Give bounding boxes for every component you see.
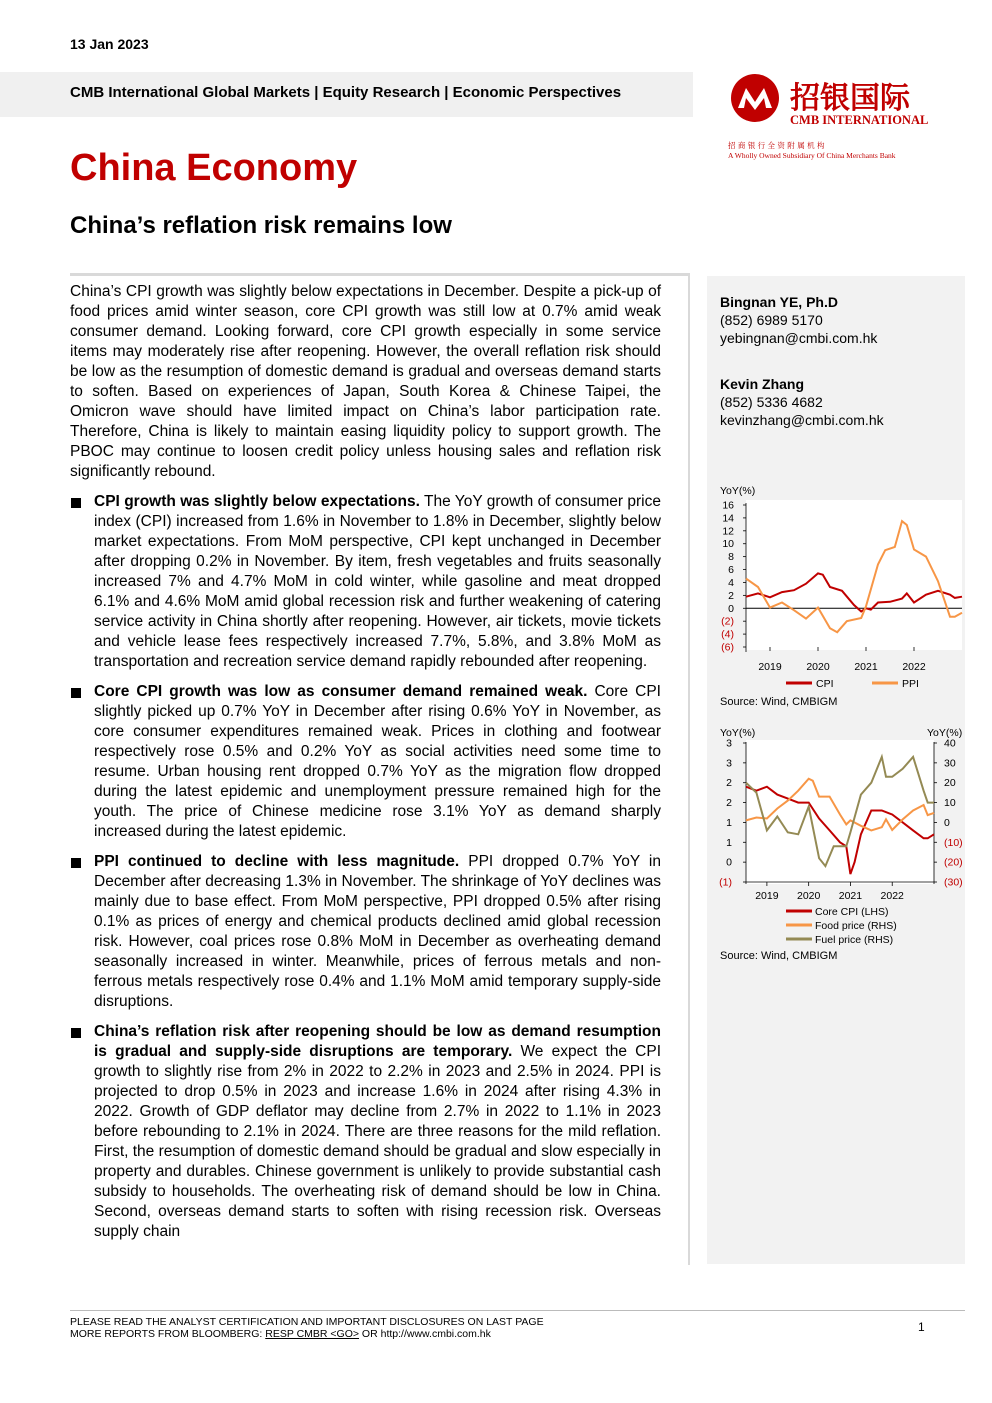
bullet-square-icon	[71, 1028, 81, 1038]
logo-emblem	[731, 74, 779, 122]
logo-sub-english: A Wholly Owned Subsidiary Of China Merchants Bank	[728, 151, 896, 160]
chart2-ytick-left-label: 0	[726, 856, 732, 869]
analyst-card	[720, 375, 884, 429]
bullet-text: The YoY growth of consumer price index (CPI) increased from 1.6% in November to 1.8% in December, slightly below market expectations. From MoM perspective, CPI kept unchanged in December after dropping 0.2% in November. By item, fresh vegetables and fruits seasonally increased 7% and 4.7% MoM in cold winter, while gasoline and meat dropped 6.1% and 4.6% MoM amid global recession risk and further weakening of catering service activity in China shortly after reopening. However, air tickets, movie tickets and vehicle lease fees respectively increased 7.7%, 5.8%, and 3.8% MoM as transportation and recreation service demand rapidly rebounded after reopening.	[94, 493, 661, 670]
chart2-ytick-right-label: 0	[944, 816, 950, 829]
chart2-legend-label: Fuel price (RHS)	[815, 934, 894, 946]
chart1-ytick-label: (2)	[721, 615, 734, 628]
intro-paragraph: China’s CPI growth was slightly below expectations in December. Despite a pick-up of food prices amid winter season, core CPI growth was still low at 0.7% amid weak consumer demand. Looking forward, core CPI growth especially in some service items may moderately rise after reopening. However, the overall reflation risk should be low as the resumption of domestic demand is gradual and overseas demand starts to soften. Based on experiences of Japan, South Korea & Chinese Taipei, the Omicron wave should have limited impact on China’s labor participation rate. Therefore, China is likely to maintain easing liquidity policy to support growth. The PBOC may continue to loosen credit policy unless housing sales and reflation risk significantly rebound.	[70, 283, 661, 480]
logo-english-name: CMB INTERNATIONAL	[790, 113, 929, 127]
analyst-email[interactable]: kevinzhang@cmbi.com.hk	[720, 412, 884, 428]
analyst-phone: (852) 6989 5170	[720, 312, 823, 328]
chart2-legend-label: Core CPI (LHS)	[815, 906, 889, 918]
chart2-ytick-right-label: 30	[944, 757, 956, 770]
analyst-name: Kevin Zhang	[720, 376, 805, 392]
chart1-ytick-label: (4)	[721, 628, 734, 641]
chart2-ytick-left-label: 3	[726, 757, 732, 770]
column-divider	[688, 273, 690, 1265]
chart2-ytick-right-label: 10	[944, 797, 956, 810]
chart2-xtick-label: 2020	[796, 890, 821, 902]
chart2-ytick-left-label: 2	[726, 797, 732, 810]
chart1-ylabel: YoY(%)	[720, 485, 756, 497]
bullet-item	[70, 492, 661, 672]
footer-more-prefix: MORE REPORTS FROM BLOOMBERG:	[70, 1328, 266, 1340]
page-title: China Economy	[70, 147, 358, 189]
page-number: 1	[918, 1320, 925, 1334]
chart2-xtick-label: 2022	[880, 890, 904, 902]
header-band-text: CMB International Global Markets | Equity Research | Economic Perspectives	[70, 84, 622, 101]
chart1-ytick-label: 0	[728, 602, 734, 615]
chart1-legend-label: PPI	[902, 678, 919, 690]
bullet-heading: CPI growth was slightly below expectations.	[94, 493, 420, 510]
chart1-source: Source: Wind, CMBIGM	[720, 696, 838, 708]
chart2-source: Source: Wind, CMBIGM	[720, 950, 838, 962]
chart1-ytick-label: 12	[722, 525, 734, 538]
bullet-item	[70, 682, 661, 842]
chart1-ytick-label: 8	[728, 551, 734, 564]
bullet-text: PPI dropped 0.7% YoY in December after decreasing 1.3% in November. The shrinkage of YoY declines was mainly due to base effect. From MoM perspective, PPI dropped 0.5% after rising 0.1% as prices of energy and chemical products declined amid global recession risk. However, coal prices rose 0.8% MoM in December as overheating demand seasonally increased in winter. Meanwhile, prices of ferrous metals and non-ferrous metals respectively rose 0.4% and 1.1% MoM amid temporary supply-side disruptions.	[94, 853, 661, 1010]
chart1-xtick-label: 2021	[854, 661, 878, 673]
top-divider	[70, 273, 690, 276]
chart2-ytick-right-label: (30)	[944, 876, 963, 889]
chart2-ytick-left-label: 1	[726, 836, 732, 849]
bullet-heading: China’s reflation risk after reopening should be low as demand resumption is gradual and supply-side disruptions are temporary.	[94, 1023, 661, 1060]
chart2-ytick-left-label: 3	[726, 737, 732, 750]
bullet-item	[70, 1022, 661, 1242]
chart2-ylabel-right: YoY(%)	[927, 727, 963, 739]
chart2-ytick-right-label: 20	[944, 777, 956, 790]
chart2-ytick-left-label: (1)	[719, 876, 732, 889]
footer-disclosure: PLEASE READ THE ANALYST CERTIFICATION AND IMPORTANT DISCLOSURES ON LAST PAGE	[70, 1316, 544, 1328]
bullet-text: We expect the CPI growth to slightly rise from 2% in 2022 to 2.2% in 2023 and 2.5% in 2024. PPI is projected to drop 0.5% in 2023 and increase 1.6% in 2024 after rising 4.3% in 2022. Growth of GDP deflator may decline from 2.7% in 2022 to 1.1% in 2023 before rebounding to 2.1% in 2024. There are three reasons for the mild reflation. First, the resumption of domestic demand should be gradual and slow especially in property and durables. Chinese government is unlikely to provide substantial cash subsidy to households. The overheating risk of demand should be low in China. Second, overseas demand starts to soften with rising recession risk. Overseas supply chain	[94, 1043, 662, 1240]
cpi-ppi-chart	[714, 482, 964, 692]
cmbi-logo	[726, 70, 961, 165]
chart1-xtick-label: 2022	[902, 661, 926, 673]
chart2-ytick-right-label: (10)	[944, 836, 963, 849]
chart1-xtick-label: 2019	[758, 661, 782, 673]
chart1-ytick-label: (6)	[721, 641, 734, 654]
analyst-email[interactable]: yebingnan@cmbi.com.hk	[720, 330, 878, 346]
bullet-square-icon	[71, 688, 81, 698]
footer-website[interactable]: OR http://www.cmbi.com.hk	[359, 1328, 491, 1340]
analyst-phone: (852) 5336 4682	[720, 394, 823, 410]
analyst-card	[720, 293, 877, 347]
bullet-item	[70, 852, 661, 1012]
chart1-ytick-label: 10	[722, 538, 734, 551]
analyst-name: Bingnan YE, Ph.D	[720, 294, 838, 310]
bullet-square-icon	[71, 858, 81, 868]
chart1-xtick-label: 2020	[806, 661, 830, 673]
chart2-ylabel-left: YoY(%)	[720, 727, 756, 739]
chart1-ytick-label: 6	[728, 564, 734, 577]
bullet-text: Core CPI slightly picked up 0.7% YoY in December after rising 0.6% YoY in November, as core consumer expenditures remained weak. Prices in clothing and footwear respectively rose 0.5% and 0.2% YoY as social activities need some time to resume. Urban housing rent dropped 0.7% YoY as the migration flow dropped during the latest epidemic and unemployment pressure remained high for the youth. The price of Chinese medicine rose 3.1% YoY as demand sharply increased during the latest epidemic.	[94, 683, 661, 840]
main-column	[70, 282, 661, 1252]
report-date: 13 Jan 2023	[70, 36, 149, 52]
chart1-ytick-label: 2	[728, 589, 734, 602]
chart1-ytick-label: 4	[728, 576, 734, 589]
chart2-xtick-label: 2019	[755, 890, 779, 902]
logo-chinese-name: 招银国际	[790, 81, 910, 116]
bullet-square-icon	[71, 498, 81, 508]
bullet-heading: Core CPI growth was low as consumer demand remained weak.	[94, 683, 588, 700]
page-subtitle: China’s reflation risk remains low	[70, 212, 452, 239]
chart2-ytick-left-label: 1	[726, 816, 732, 829]
chart2-ytick-left-label: 2	[726, 777, 732, 790]
chart1-ytick-label: 14	[722, 512, 734, 525]
bloomberg-link[interactable]: RESP CMBR <GO>	[265, 1328, 360, 1340]
chart2-ytick-right-label: 40	[944, 737, 956, 750]
footer	[70, 1316, 544, 1340]
logo-sub-chinese: 招 商 银 行 全 资 附 属 机 构	[728, 141, 825, 150]
chart2-xtick-label: 2021	[838, 890, 863, 902]
chart1-ytick-label: 16	[722, 499, 734, 512]
bullet-heading: PPI continued to decline with less magnitude.	[94, 853, 460, 870]
chart2-ytick-right-label: (20)	[944, 856, 963, 869]
chart2-legend-label: Food price (RHS)	[815, 920, 897, 932]
chart1-legend-label: CPI	[816, 678, 834, 690]
footer-divider	[70, 1310, 965, 1311]
core-cpi-food-fuel-chart	[714, 724, 964, 952]
